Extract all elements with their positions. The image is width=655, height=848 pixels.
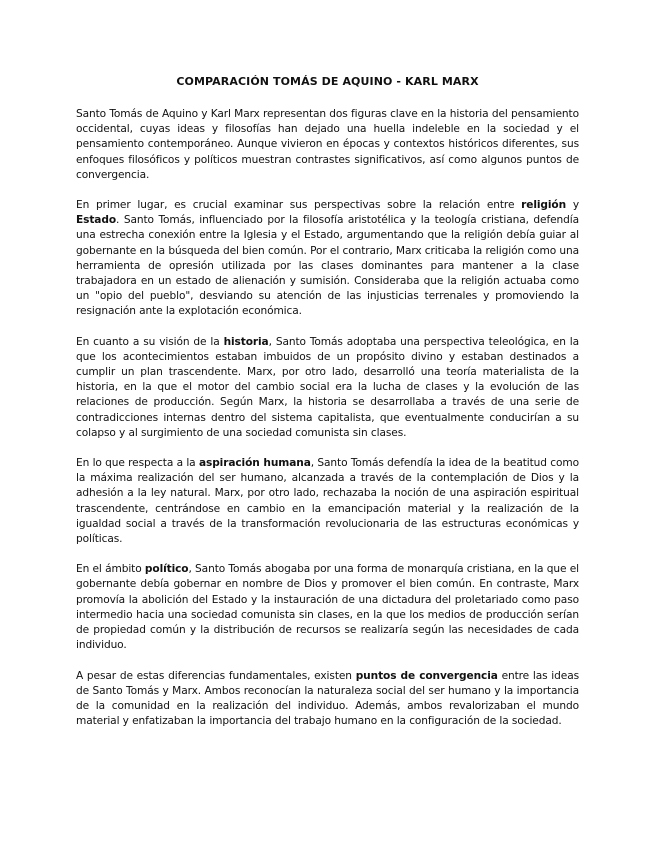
paragraph-text: En lo que respecta a la — [76, 457, 199, 470]
paragraph-text: En el ámbito — [76, 563, 145, 576]
paragraph-text: En cuanto a su visión de la — [76, 335, 224, 348]
keyword-estado: Estado — [76, 214, 117, 227]
paragraph-text: Santo Tomás de Aquino y Karl Marx representan dos figuras clave en la historia del pensamiento occidental, cuyas ideas y filosofías han dejado una huella indeleble en la sociedad y el pensamiento contemporáneo. Aunque vivieron en épocas y contextos históricos diferentes, sus enfoques filosóficos y políticos muestran contrastes significativos, así como algunos puntos de convergencia. — [76, 108, 579, 181]
paragraph-text: A pesar de estas diferencias fundamentales, existen — [76, 669, 356, 682]
paragraph-text: entre las ideas de Santo Tomás y Marx. Ambos reconocían la naturaleza social del ser humano y la importancia de la comunidad en la realización del individuo. Además, ambos revalorizaban el mundo material y enfatizaban la importancia del trabajo humano en la configuración de la sociedad. — [76, 669, 580, 728]
paragraph-politico — [76, 562, 579, 653]
keyword-historia: historia — [223, 335, 269, 348]
paragraph-religion-estado — [76, 198, 579, 320]
paragraph-historia — [76, 335, 579, 441]
document-page — [76, 74, 579, 744]
document-title: COMPARACIÓN TOMÁS DE AQUINO - KARL MARX — [176, 75, 479, 88]
paragraph-text: En primer lugar, es crucial examinar sus perspectivas sobre la relación entre — [76, 199, 522, 212]
paragraph-text: , Santo Tomás abogaba por una forma de monarquía cristiana, en la que el gobernante debía gobernar en nombre de Dios y promover el bien común. En contraste, Marx promovía la abolición del Estado y la instauración de una dictadura del proletariado como paso intermedio hacia una sociedad comunista sin clases, en la que los medios de producción serían de propiedad común y la distribución de recursos se realizaría según las necesidades de cada individuo. — [76, 563, 579, 652]
paragraph-convergencia — [76, 669, 579, 730]
paragraph-aspiracion-humana — [76, 456, 579, 547]
keyword-politico: político — [144, 563, 189, 576]
paragraph-text: . Santo Tomás, influenciado por la filosofía aristotélica y la teología cristiana, defendía una estrecha conexión entre la Iglesia y el Estado, argumentando que la religión debía guiar al gobernante en la búsqueda del bien común. Por el contrario, Marx criticaba la religión como una herramienta de opresión utilizada por las clases dominantes para mantener a la clase trabajadora en un estado de alienación y sumisión. Consideraba que la religión actuaba como un "opio del pueblo", desviando su atención de las injusticias terrenales y promoviendo la resignación ante la explotación económica. — [76, 214, 579, 318]
keyword-religion: religión — [521, 199, 567, 212]
paragraph-text: y — [566, 199, 580, 212]
paragraph-intro — [76, 107, 579, 183]
keyword-aspiracion-humana: aspiración humana — [198, 457, 311, 470]
paragraph-text: , Santo Tomás defendía la idea de la beatitud como la máxima realización del ser humano, alcanzada a través de la contemplación de Dios y la adhesión a la ley natural. Marx, por otro lado, rechazaba la noción de una aspiración espiritual trascendente, centrándose en cambio en la emancipación material y la realización de la igualdad social a través de la transformación revolucionaria de las estructuras económicas y políticas. — [76, 457, 579, 546]
paragraph-text: , Santo Tomás adoptaba una perspectiva teleológica, en la que los acontecimientos estaban imbuidos de un propósito divino y estaban destinados a cumplir un plan trascendente. Marx, por otro lado, desarrolló una teoría materialista de la historia, en la que el motor del cambio social era la lucha de clases y la evolución de las relaciones de producción. Según Marx, la historia se desarrollaba a través de una serie de contradicciones internas dentro del sistema capitalista, que eventualmente conducirían a su colapso y al surgimiento de una sociedad comunista sin clases. — [76, 335, 579, 439]
keyword-puntos-de-convergencia: puntos de convergencia — [355, 669, 498, 682]
